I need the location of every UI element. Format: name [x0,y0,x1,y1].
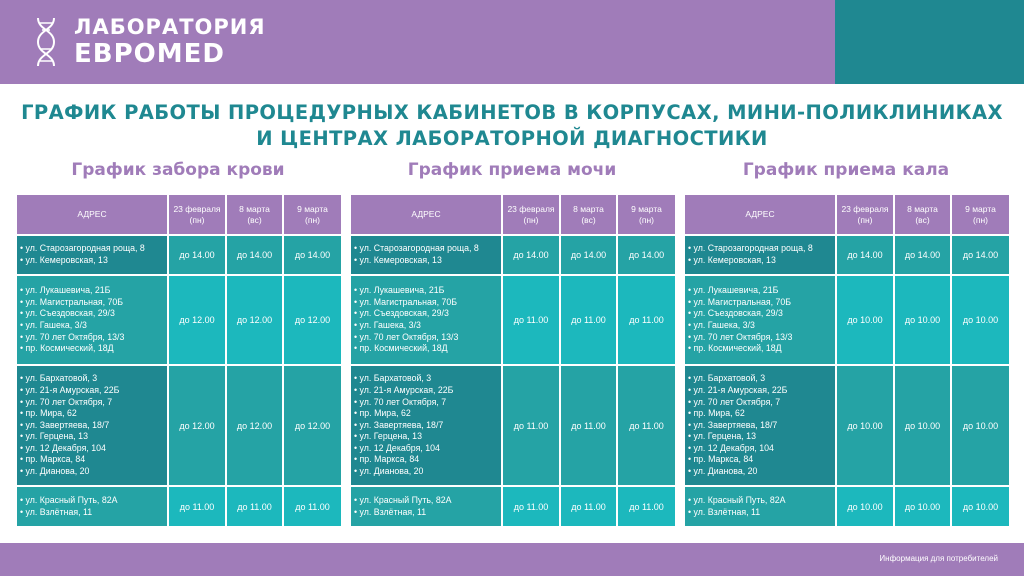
table-row [16,486,342,527]
dna-icon [34,16,58,68]
time-cell: до 11.00 [560,486,617,527]
address-line: • ул. Кемеровская, 13 [20,255,108,265]
address-line: • ул. Гашека, 3/3 [354,320,421,330]
logo-wordmark [74,15,266,69]
address-line: • ул. Герцена, 13 [20,431,88,442]
address-line: • ул. Дианова, 20 [20,466,90,477]
time-cell: до 11.00 [283,486,342,527]
address-line: • ул. Бархатовой, 3 [20,373,98,384]
time-cell: до 10.00 [894,275,951,365]
date-column-header [502,194,560,235]
address-line: • ул. Красный Путь, 82А [20,494,118,505]
address-line: • ул. Красный Путь, 82А [354,494,452,505]
schedule-table [349,193,677,528]
time-cell: до 10.00 [951,486,1010,527]
address-line: • ул. 70 лет Октября, 7 [354,396,447,407]
time-cell: до 11.00 [560,275,617,365]
table-header-row [16,194,342,235]
date-label: 23 февраля [173,203,221,214]
weekday-label: (пн) [857,214,873,225]
date-column-header [226,194,283,235]
table-row [684,486,1010,527]
time-cell: до 12.00 [226,365,283,486]
address-line: • ул. Взлётная, 11 [688,506,761,517]
page-title [0,100,1024,152]
time-cell: до 11.00 [560,365,617,486]
address-line: • ул. Съездовская, 29/3 [20,308,115,319]
weekday-label: (пн) [523,214,539,225]
address-line: • пр. Маркса, 84 [688,454,754,465]
time-cell: до 12.00 [283,275,342,365]
address-cell [350,235,502,275]
address-line: • ул. 70 лет Октября, 13/3 [354,331,459,342]
address-line: • ул. Красный Путь, 82А [688,494,786,505]
address-line: • ул. Кемеровская, 13 [354,255,442,265]
address-line: • ул. Гашека, 3/3 [20,320,87,330]
address-line: • ул. Лукашевича, 21Б [20,285,111,296]
weekday-label: (пн) [189,214,205,225]
time-cell: до 11.00 [168,486,226,527]
address-line: • ул. Старозагородная роща, 8 [354,243,479,254]
time-cell: до 14.00 [836,235,894,275]
address-column-header: АДРЕС [350,194,502,235]
address-line: • ул. Съездовская, 29/3 [354,308,449,319]
time-cell: до 14.00 [502,235,560,275]
time-cell: до 11.00 [617,486,676,527]
table-row [684,275,1010,365]
address-line: • ул. 12 Декабря, 104 [688,442,774,453]
weekday-label: (вс) [247,214,262,225]
schedule-table [683,193,1011,528]
date-column-header [836,194,894,235]
time-cell: до 14.00 [951,235,1010,275]
address-line: • ул. Герцена, 13 [354,431,422,442]
address-line: • пр. Маркса, 84 [20,454,86,465]
page-title-line-1: ГРАФИК РАБОТЫ ПРОЦЕДУРНЫХ КАБИНЕТОВ В КОРПУСАХ, МИНИ-ПОЛИКЛИНИКАХ [21,101,1003,124]
time-cell: до 12.00 [226,275,283,365]
schedule-table [15,193,343,528]
address-cell [16,365,168,486]
date-label: 23 февраля [507,203,555,214]
table-row [684,235,1010,275]
address-line: • ул. Магистральная, 70Б [354,296,458,307]
date-column-header [617,194,676,235]
time-cell: до 11.00 [502,486,560,527]
time-cell: до 10.00 [894,486,951,527]
address-line: • ул. 70 лет Октября, 13/3 [688,331,793,342]
time-cell: до 14.00 [560,235,617,275]
date-label: 8 марта [239,203,270,214]
time-cell: до 14.00 [617,235,676,275]
header-accent-block [835,0,1024,84]
address-line: • пр. Мира, 62 [354,408,411,419]
address-line: • пр. Мира, 62 [688,408,745,419]
table-header-row [684,194,1010,235]
footer-text: Информация для потребителей [879,554,998,563]
address-line: • ул. 12 Декабря, 104 [20,442,106,453]
address-line: • ул. Бархатовой, 3 [354,373,432,384]
weekday-label: (пн) [639,214,654,225]
date-label: 9 марта [297,203,328,214]
address-line: • ул. 70 лет Октября, 7 [20,396,113,407]
time-cell: до 10.00 [836,365,894,486]
time-cell: до 11.00 [502,365,560,486]
weekday-label: (пн) [973,214,988,225]
page-title-line-2: И ЦЕНТРАХ ЛАБОРАТОРНОЙ ДИАГНОСТИКИ [256,127,768,150]
time-cell: до 10.00 [894,365,951,486]
time-cell: до 11.00 [226,486,283,527]
logo-line-1: ЛАБОРАТОРИЯ [74,15,266,39]
schedule-title: График приема мочи [407,160,617,180]
address-line: • ул. Гашека, 3/3 [688,320,755,330]
address-line: • ул. Лукашевича, 21Б [688,285,779,296]
time-cell: до 10.00 [836,275,894,365]
date-label: 23 февраля [841,203,889,214]
schedule-title: График приема кала [742,160,950,180]
time-cell: до 14.00 [283,235,342,275]
table-header-row [350,194,676,235]
table-row [684,365,1010,486]
address-line: • ул. Старозагородная роща, 8 [688,243,813,254]
time-cell: до 10.00 [951,275,1010,365]
weekday-label: (вс) [581,214,596,225]
date-column-header [283,194,342,235]
date-label: 8 марта [573,203,604,214]
time-cell: до 11.00 [502,275,560,365]
table-row [350,365,676,486]
table-row [350,275,676,365]
table-row [16,275,342,365]
time-cell: до 12.00 [283,365,342,486]
time-cell: до 14.00 [894,235,951,275]
date-column-header [168,194,226,235]
address-line: • ул. 70 лет Октября, 13/3 [20,331,125,342]
address-cell [16,486,168,527]
address-line: • ул. Завертяева, 18/7 [20,419,110,430]
address-cell [684,275,836,365]
address-cell [350,365,502,486]
time-cell: до 11.00 [617,275,676,365]
address-line: • ул. Магистральная, 70Б [20,296,124,307]
address-cell [684,235,836,275]
logo-line-2: ЕВРОМЕD [74,39,225,69]
address-line: • ул. Взлётная, 11 [20,506,93,517]
address-line: • ул. Кемеровская, 13 [688,255,776,265]
address-line: • ул. 12 Декабря, 104 [354,442,440,453]
date-label: 9 марта [965,203,996,214]
address-line: • ул. Завертяева, 18/7 [354,419,444,430]
address-line: • ул. 70 лет Октября, 7 [688,396,781,407]
address-line: • ул. Взлётная, 11 [354,506,427,517]
date-label: 8 марта [907,203,938,214]
table-row [16,235,342,275]
address-line: • ул. 21-я Амурская, 22Б [354,384,454,395]
address-line: • ул. Дианова, 20 [688,466,758,477]
address-line: • ул. 21-я Амурская, 22Б [20,384,120,395]
address-line: • пр. Мира, 62 [20,408,77,419]
time-cell: до 10.00 [951,365,1010,486]
address-line: • ул. Магистральная, 70Б [688,296,792,307]
weekday-label: (вс) [915,214,930,225]
address-cell [16,235,168,275]
address-line: • пр. Космический, 18Д [20,343,114,354]
address-line: • ул. Съездовская, 29/3 [688,308,783,319]
time-cell: до 12.00 [168,365,226,486]
address-cell [350,275,502,365]
footer-bar [0,543,1024,576]
address-column-header: АДРЕС [684,194,836,235]
address-line: • ул. Бархатовой, 3 [688,373,766,384]
table-row [350,486,676,527]
address-line: • ул. Дианова, 20 [354,466,424,477]
date-column-header [560,194,617,235]
table-row [350,235,676,275]
company-logo [34,16,266,68]
address-cell [350,486,502,527]
time-cell: до 12.00 [168,275,226,365]
time-cell: до 14.00 [226,235,283,275]
address-line: • пр. Маркса, 84 [354,454,420,465]
time-cell: до 10.00 [836,486,894,527]
date-column-header [951,194,1010,235]
address-line: • пр. Космический, 18Д [688,343,782,354]
address-line: • ул. Герцена, 13 [688,431,756,442]
date-column-header [894,194,951,235]
address-line: • ул. Лукашевича, 21Б [354,285,445,296]
address-column-header: АДРЕС [16,194,168,235]
address-cell [684,365,836,486]
weekday-label: (пн) [305,214,320,225]
address-cell [16,275,168,365]
address-line: • ул. Старозагородная роща, 8 [20,243,145,254]
address-line: • пр. Космический, 18Д [354,343,448,354]
date-label: 9 марта [631,203,662,214]
time-cell: до 11.00 [617,365,676,486]
address-line: • ул. Завертяева, 18/7 [688,419,778,430]
table-row [16,365,342,486]
address-line: • ул. 21-я Амурская, 22Б [688,384,788,395]
schedule-title: График забора крови [71,160,285,180]
address-cell [684,486,836,527]
time-cell: до 14.00 [168,235,226,275]
